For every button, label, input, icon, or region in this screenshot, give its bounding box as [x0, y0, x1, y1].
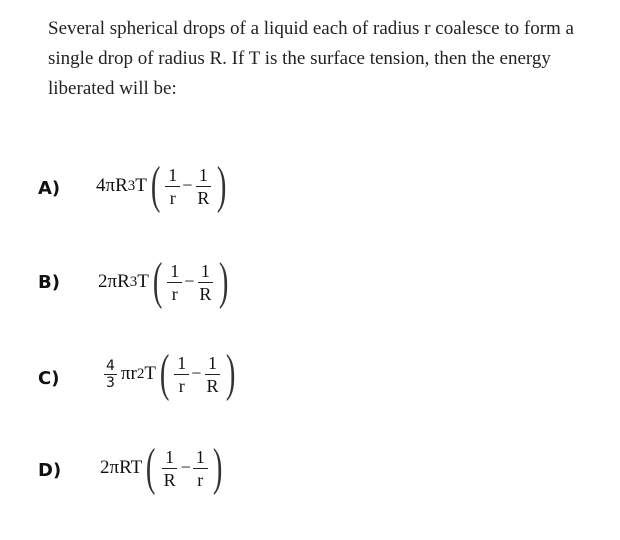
option-d-fraction-2: $\frac{1}{r}$: [193, 446, 208, 491]
option-b-power: 3: [129, 273, 138, 290]
option-b-coefficient: 2πR: [98, 271, 130, 292]
option-a-fraction-1: $\frac{1}{r}$: [165, 164, 180, 209]
option-c-coefficient: πr: [120, 363, 137, 384]
right-paren: ): [212, 439, 223, 496]
option-c-fraction-2: $\frac{1}{R}$: [206, 352, 219, 396]
right-paren: ): [217, 157, 227, 214]
option-a-tail: T: [135, 175, 147, 196]
option-c-power: 2: [136, 365, 145, 382]
left-paren: (: [152, 253, 163, 310]
option-a-expression[interactable]: [96, 157, 231, 214]
question-text: Several spherical drops of a liquid each of radius r coalesce to form a single drop of radius R. If T is the surface tension, then the energy liberated will be:: [48, 18, 574, 99]
minus-sign: −: [184, 270, 195, 291]
option-c-fraction-1: $\frac{1}{r}$: [174, 352, 189, 397]
option-b-expression[interactable]: [98, 253, 233, 310]
option-b-fraction-2: $\frac{1}{R}$: [199, 260, 212, 304]
option-a-coefficient: 4πR: [96, 175, 128, 196]
minus-sign: −: [191, 362, 202, 383]
option-d-label[interactable]: D): [38, 460, 62, 481]
right-paren: ): [226, 345, 236, 402]
minus-sign: −: [182, 174, 193, 195]
right-paren: ): [219, 253, 229, 310]
option-b-fraction-1: $\frac{1}{r}$: [167, 260, 182, 305]
minus-sign: −: [180, 456, 191, 477]
option-d-expression[interactable]: [100, 439, 226, 496]
option-c-label[interactable]: C): [38, 368, 60, 389]
option-a-power: 3: [127, 177, 136, 194]
left-paren: (: [150, 157, 161, 214]
option-b-tail: T: [137, 271, 149, 292]
option-a-label[interactable]: A): [38, 178, 61, 199]
option-b-label[interactable]: B): [38, 272, 60, 293]
left-paren: (: [159, 345, 170, 402]
left-paren: (: [146, 439, 156, 496]
option-a-fraction-2: $\frac{1}{R}$: [197, 164, 210, 208]
option-c-tail: T: [144, 363, 156, 384]
option-d-fraction-1: $\frac{1}{R}$: [163, 446, 176, 490]
option-c-expression[interactable]: [104, 345, 240, 402]
option-d-coefficient: 2πRT: [100, 457, 143, 478]
option-c-prefactor: $\frac{4}{3}$: [106, 357, 115, 391]
